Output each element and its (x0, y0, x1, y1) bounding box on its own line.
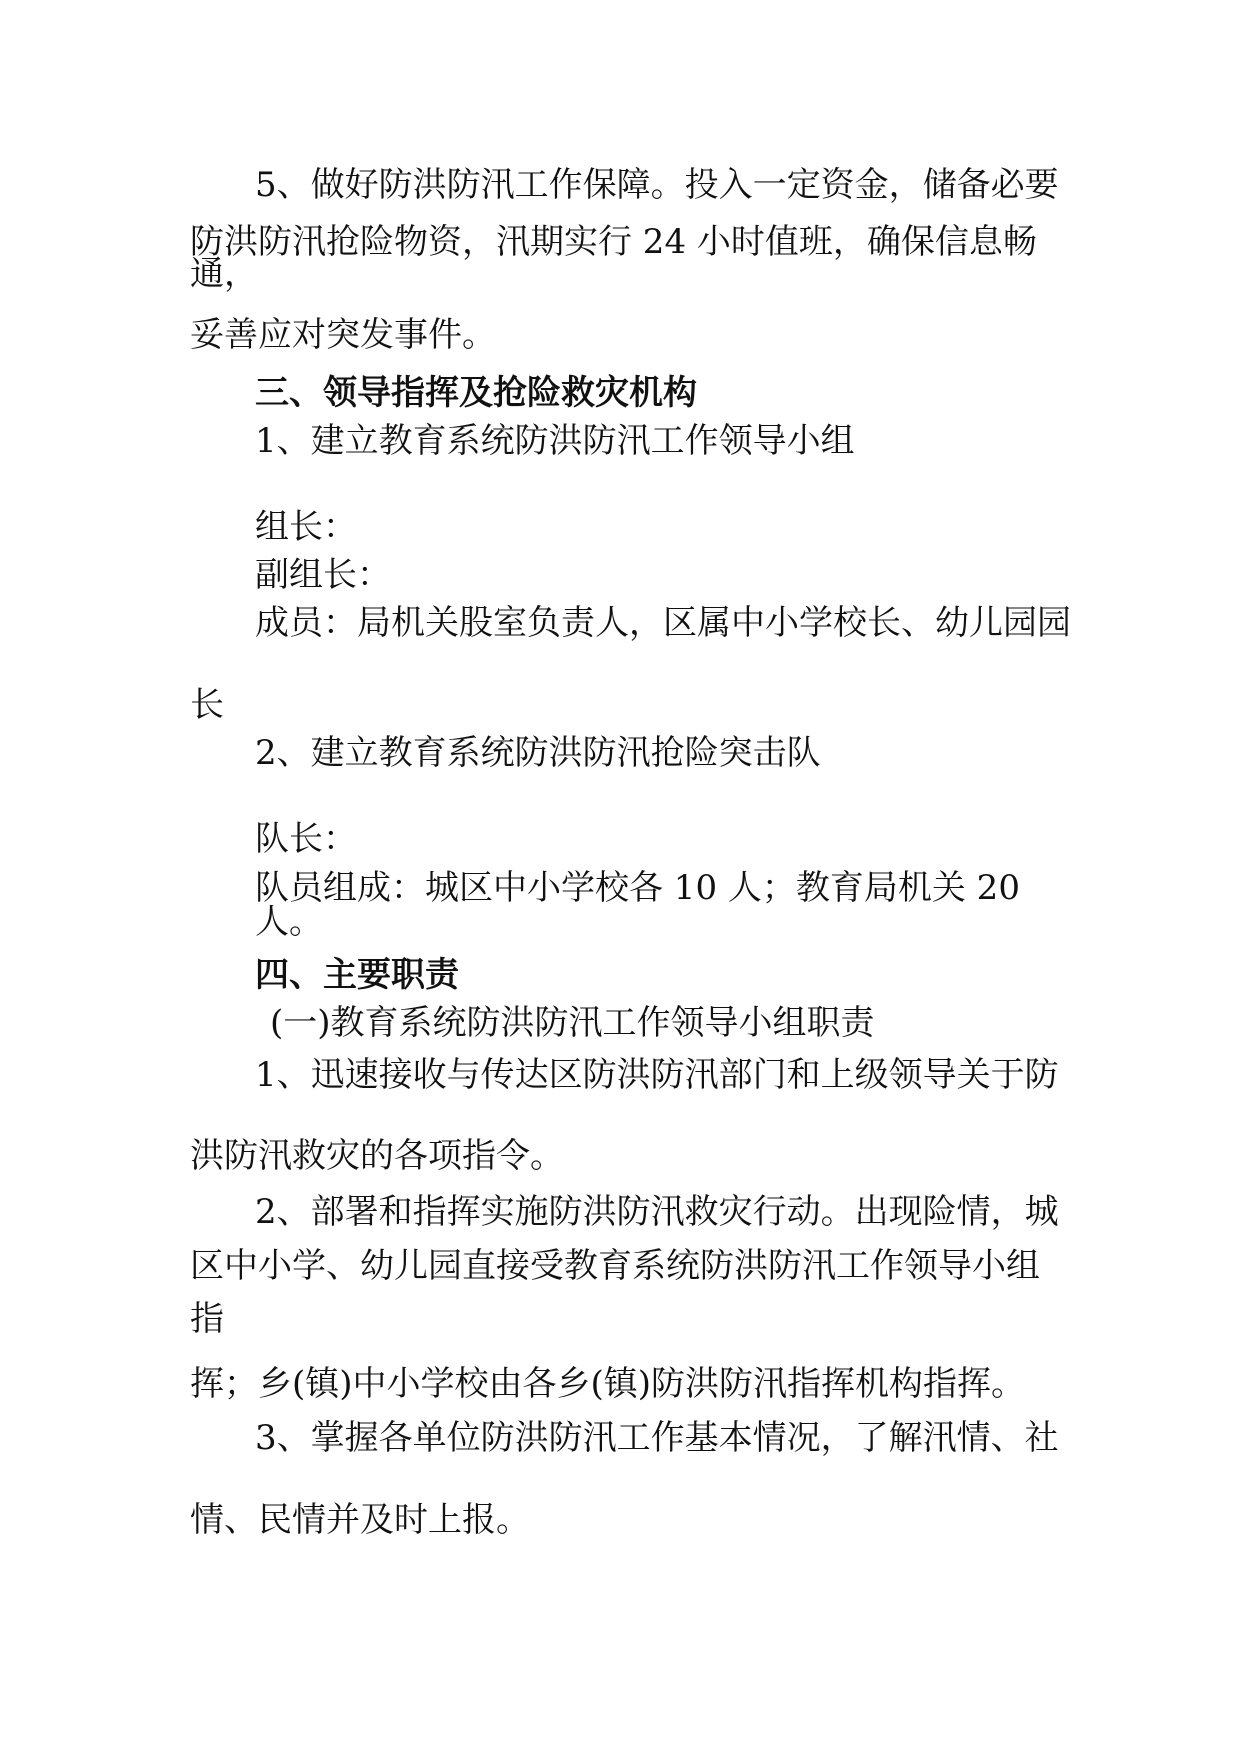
members-line-2: 长 (190, 685, 224, 725)
duty-1-line-2: 洪防汛救灾的各项指令。 (190, 1136, 564, 1176)
item-2-heading: 2、建立教育系统防洪防汛抢险突击队 (255, 733, 821, 773)
team-members-line-1: 队员组成：城区中小学校各 10 人；教育局机关 20 (255, 868, 1020, 908)
duty-2-line-2: 区中小学、幼儿园直接受教育系统防洪防汛工作领导小组 (190, 1246, 1040, 1286)
paragraph-5-line-4: 妥善应对突发事件。 (190, 315, 496, 355)
members-line-1: 成员：局机关股室负责人，区属中小学校长、幼儿园园 (255, 603, 1071, 643)
duty-2-line-3: 指 (190, 1299, 224, 1339)
deputy-leader-label: 副组长： (255, 555, 391, 595)
duty-3-line-1: 3、掌握各单位防洪防汛工作基本情况，了解汛情、社 (255, 1418, 1059, 1458)
subsection-1-heading: (一)教育系统防洪防汛工作领导小组职责 (270, 1003, 875, 1043)
captain-label: 队长： (255, 819, 357, 859)
item-1-heading: 1、建立教育系统防洪防汛工作领导小组 (255, 421, 855, 461)
duty-3-line-2: 情、民情并及时上报。 (190, 1500, 530, 1540)
paragraph-5-line-3: 通， (190, 254, 258, 294)
paragraph-5-line-1: 5、做好防洪防汛工作保障。投入一定资金，储备必要 (255, 165, 1059, 205)
duty-2-line-4: 挥；乡(镇)中小学校由各乡(镇)防洪防汛指挥机构指挥。 (190, 1364, 1026, 1404)
team-members-line-2: 人。 (255, 902, 323, 942)
duty-1-line-1: 1、迅速接收与传达区防洪防汛部门和上级领导关于防 (255, 1055, 1059, 1095)
duty-2-line-1: 2、部署和指挥实施防洪防汛救灾行动。出现险情，城 (255, 1192, 1059, 1232)
leader-label: 组长： (255, 507, 357, 547)
section-heading-4: 四、主要职责 (255, 955, 459, 995)
section-heading-3: 三、领导指挥及抢险救灾机构 (255, 373, 697, 413)
paragraph-5-line-2: 防洪防汛抢险物资，汛期实行 24 小时值班，确保信息畅 (190, 222, 1037, 262)
